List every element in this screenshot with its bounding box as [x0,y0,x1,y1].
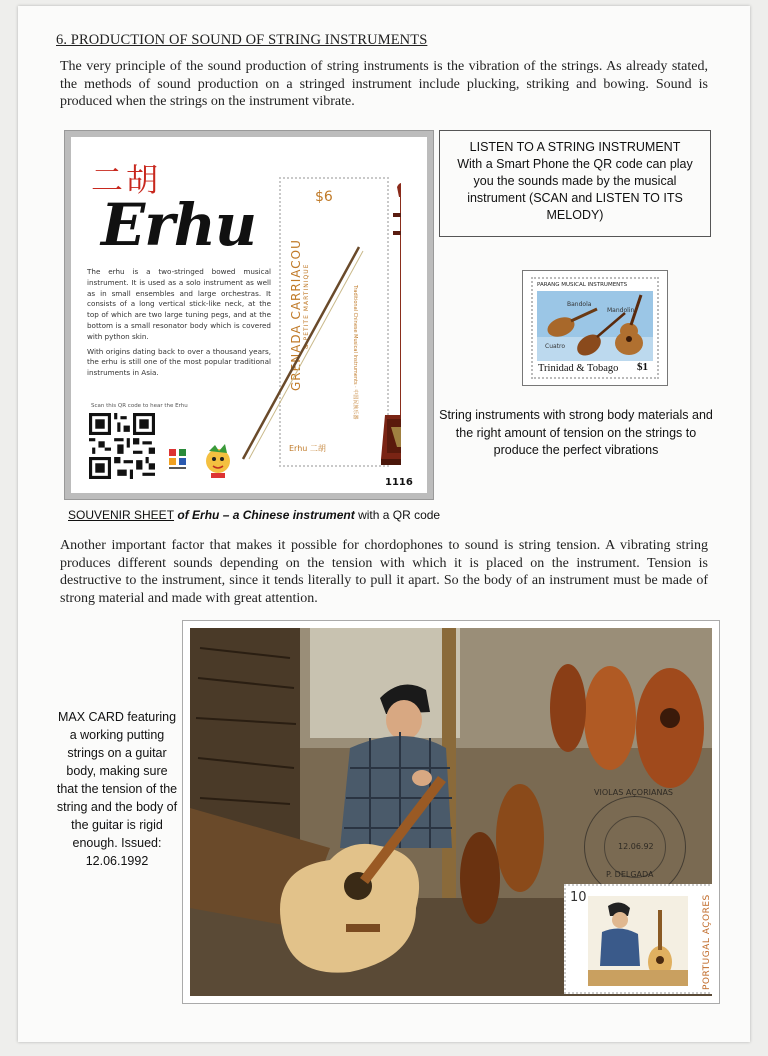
souvenir-sheet-mount [64,130,434,500]
caption-subject: of Erhu – a Chinese instrument [174,508,355,522]
portugal-stamp-country: PORTUGAL AÇORES [702,894,712,990]
label-bandola: Bandola [567,301,592,308]
souvenir-sheet-caption [68,508,440,522]
erhu-illustration [241,179,401,479]
erhu-description-1: The erhu is a two-stringed bowed musical instrument. It is used as a solo instrument as well as in small ensembles and large orchestras. It consists of a long vertical stick-like neck, at the top of which are two large tuning pegs, and at the bottom is a small resonator body which is covered with python skin. [87,267,271,341]
stamp-country: GRENADA CARRIACOU [289,239,303,391]
intro-paragraph: The very principle of the sound production of string instruments is the vibration of the strings. As already stated, the methods of sound production on a stringed instrument include plucking, striking and bowing. Sound is produced when the strings on the instrument vibrate. [60,59,708,109]
souvenir-sheet [71,137,427,493]
portugal-stamp-value: 10 [570,890,587,905]
album-page [18,6,750,1042]
mascot-icon [201,441,235,481]
max-card [190,628,712,996]
trinidad-stamp [531,277,659,379]
stamp-inscription: Traditional Chinese Musical Instruments · 中国民族乐器 [352,285,358,420]
stamp-name: Erhu 二胡 [289,444,326,453]
listen-box [439,130,711,237]
trinidad-stamp-mount [522,270,668,386]
stamp-luthier-illustration [588,896,688,986]
stamp-value: $6 [315,189,333,205]
listen-box-body: With a Smart Phone the QR code can play you the sounds made by the musical instrument (SCAN and LISTEN TO ITS MELODY) [457,157,693,222]
stamp-country-sub: & PETITE MARTINIQUE [303,263,310,349]
max-card-caption: MAX CARD featuring a working putting strings on a guitar body, making sure that the tension of the string and the body of the guitar is rigid enough. Issued: 12.06.1992 [56,710,178,868]
qr-caption: Scan this QR code to hear the Erhu [91,403,188,409]
trinidad-stamp-top-text: PARANG MUSICAL INSTRUMENTS [537,282,628,288]
trinidad-caption: String instruments with strong body materials and the right amount of tension on the strings to produce the perfect vibrations [439,408,713,457]
caption-label: SOUVENIR SHEET [68,508,175,522]
parang-instruments-illustration [537,291,653,361]
listen-box-title: LISTEN TO A STRING INSTRUMENT [469,140,681,154]
portugal-stamp [564,884,712,994]
qr-code-icon[interactable] [89,413,155,479]
trinidad-stamp-value: $1 [637,361,648,373]
postmark-bottom-text: P. DELGADA [606,870,654,879]
postmark-date: 12.06.92 [618,842,654,851]
chinese-title: 二胡 [91,161,162,199]
caption-tail: with a QR code [354,508,441,522]
max-card-mount [182,620,720,1004]
erhu-description-2: With origins dating back to over a thousand years, the erhu is still one of the most popular traditional instruments in Asia. [87,346,271,378]
label-cuatro: Cuatro [545,343,566,350]
trinidad-stamp-country: Trinidad & Tobago [538,363,619,374]
section-heading: 6. PRODUCTION OF SOUND OF STRING INSTRUMENTS [56,32,428,48]
logo-icon [167,447,189,471]
erhu-title: Erhu [101,191,257,259]
tension-paragraph: Another important factor that makes it possible for chordophones to sound is string tension. A vibrating string produces different sounds depending on the tension with which it is placed on the instrument. Tension is destructive to the instrument, since it tends literally to pull it apart. So the body of an instrument must be made of strong material and made with great attention. [60,538,708,606]
postmark-top-text: VIOLAS AÇORIANAS [594,788,674,797]
sheet-number: 1116 [385,477,413,488]
label-mandolin: Mandolin [607,307,635,314]
